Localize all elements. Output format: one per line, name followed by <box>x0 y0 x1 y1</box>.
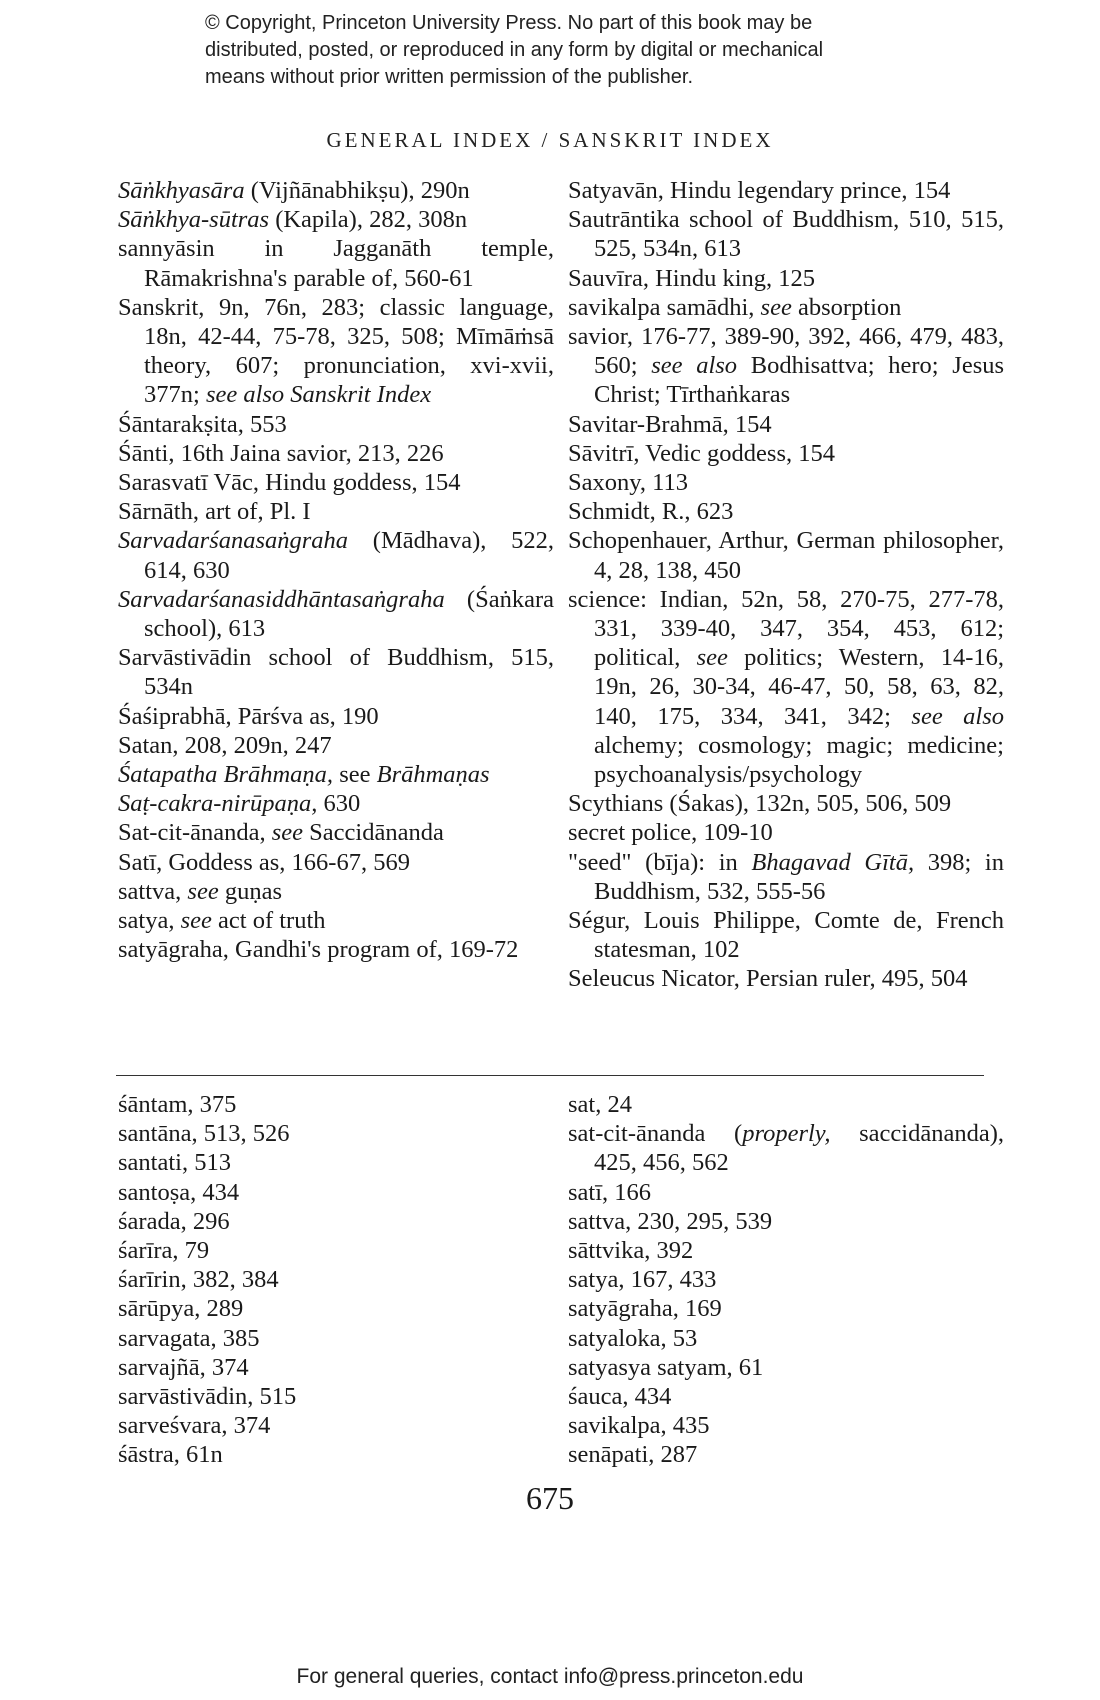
general-index-right-column <box>568 176 1004 994</box>
entry-text: satya, 167, 433 <box>568 1266 717 1294</box>
entry-text: savior, 176-77, 389-90, 392, 466, 479, 483, 560; <box>568 323 1004 380</box>
entry-text: santati, 513 <box>118 1149 231 1177</box>
index-entry <box>118 585 554 643</box>
index-entry <box>118 731 554 760</box>
index-entry <box>118 1353 554 1382</box>
entry-text: satyaloka, 53 <box>568 1324 698 1352</box>
index-entry <box>118 1294 554 1323</box>
copyright-notice <box>205 10 925 91</box>
entry-text: savikalpa samādhi, <box>568 293 761 321</box>
entry-text: sattva, 230, 295, 539 <box>568 1207 773 1235</box>
entry-text: Schopenhauer, Arthur, German philosopher, 4, 28, 138, 450 <box>568 527 1004 584</box>
index-entry <box>118 877 554 906</box>
index-entry <box>568 1207 1004 1236</box>
italic-text: see also <box>651 352 738 380</box>
section-divider <box>116 1075 984 1076</box>
entry-text: (Kapila), 282, 308n <box>269 206 468 234</box>
index-entry <box>568 293 1004 322</box>
index-entry <box>118 439 554 468</box>
index-entry <box>568 848 1004 906</box>
index-entry <box>568 1411 1004 1440</box>
index-entry <box>118 1148 554 1177</box>
entry-text: 398; in Buddhism, 532, 555-56 <box>594 848 1004 905</box>
index-entry <box>568 585 1004 789</box>
entry-text: satyasya satyam, 61 <box>568 1353 764 1381</box>
entry-text: sat, 24 <box>568 1091 632 1118</box>
index-entry <box>118 497 554 526</box>
entry-text: Bodhisattva; hero; Jesus Christ; Tīrthaṅkaras <box>594 352 1005 409</box>
index-entry <box>118 1207 554 1236</box>
index-entry <box>568 176 1004 205</box>
italic-text: Sāṅkhya-sūtras <box>118 206 270 234</box>
italic-text: see also Sanskrit Index <box>205 381 432 409</box>
index-entry <box>568 322 1004 410</box>
index-entry <box>568 410 1004 439</box>
entry-text: Sanskrit, 9n, 76n, 283; classic language, 18n, 42-44, 75-78, 325, 508; Mīmāṁsā theory, 607; pronunciation, xvi-xvii, 377n; <box>118 293 554 409</box>
index-entry <box>118 906 554 935</box>
entry-text: (Śaṅkara school), 613 <box>144 585 554 643</box>
index-entry <box>118 818 554 847</box>
entry-text: (Mādhava), 522, 614, 630 <box>144 527 554 584</box>
entry-text: santoṣa, 434 <box>118 1178 240 1206</box>
entry-text: "seed" (bīja): in <box>568 848 752 876</box>
general-index-left-column <box>118 176 554 964</box>
entry-text: sat-cit-ānanda ( <box>568 1120 743 1148</box>
entry-text: sārūpya, 289 <box>118 1295 244 1323</box>
italic-text: see also <box>911 702 1004 730</box>
copyright-line: distributed, posted, or reproduced in any form by digital or mechanical <box>205 39 824 61</box>
page-number: 675 <box>526 1480 574 1516</box>
entry-text: sattva, <box>118 877 188 905</box>
index-entry <box>118 760 554 789</box>
entry-text: Sarasvatī Vāc, Hindu goddess, 154 <box>118 469 461 497</box>
italic-text: see <box>696 644 728 672</box>
index-entry <box>118 176 554 205</box>
entry-text: Sāvitrī, Vedic goddess, 154 <box>568 439 835 467</box>
entry-text: Ségur, Louis Philippe, Comte de, French statesman, 102 <box>568 907 1004 964</box>
entry-text: satyāgraha, 169 <box>568 1295 722 1323</box>
entry-text: Satyavān, Hindu legendary prince, 154 <box>568 177 951 204</box>
copyright-line: © Copyright, Princeton University Press. No part of this book may be <box>205 12 813 34</box>
index-entry <box>118 1411 554 1440</box>
entry-text: Sat-cit-ānanda, <box>118 819 272 847</box>
entry-text: politics; Western, 14-16, 19n, 26, 30-34, 46-47, 50, 58, 63, 82, 140, 175, 334, 341, 342; <box>594 644 1004 730</box>
index-entry <box>118 789 554 818</box>
index-entry <box>568 526 1004 584</box>
entry-text: savikalpa, 435 <box>568 1412 710 1440</box>
index-entry <box>568 964 1004 993</box>
italic-text: Brāhmaṇas <box>376 761 490 789</box>
entry-text: Sautrāntika school of Buddhism, 510, 515, 525, 534n, 613 <box>568 206 1004 263</box>
entry-text: sarvajñā, 374 <box>118 1353 249 1381</box>
entry-text: Śānti, 16th Jaina savior, 213, 226 <box>118 439 444 467</box>
entry-text: śāstra, 61n <box>118 1441 223 1469</box>
index-entry <box>118 526 554 584</box>
entry-text: santāna, 513, 526 <box>118 1120 290 1148</box>
index-entry <box>118 1236 554 1265</box>
entry-text: sarvagata, 385 <box>118 1324 260 1352</box>
italic-text: Sarvadarśanasiddhāntasaṅgraha <box>118 585 445 613</box>
running-head: GENERAL INDEX / SANSKRIT INDEX <box>326 128 774 152</box>
entry-text: Satī, Goddess as, 166-67, 569 <box>118 848 410 876</box>
entry-text: Seleucus Nicator, Persian ruler, 495, 504 <box>568 965 968 993</box>
index-entry <box>568 1090 1004 1119</box>
index-entry <box>568 1324 1004 1353</box>
index-entry <box>568 1119 1004 1177</box>
entry-text: science: Indian, 52n, 58, 270-75, 277-78, 331, 339-40, 347, 354, 453, 612; political, <box>568 585 1004 672</box>
index-entry <box>568 1265 1004 1294</box>
entry-text: Savitar-Brahmā, 154 <box>568 410 772 438</box>
index-entry <box>568 1353 1004 1382</box>
italic-text: Bhagavad Gītā, <box>751 848 915 876</box>
italic-text: see <box>760 293 792 321</box>
entry-text: sarvāstivādin, 515 <box>118 1383 297 1411</box>
index-entry <box>568 818 1004 847</box>
entry-text: see <box>333 761 377 789</box>
entry-text: Saccidānanda <box>303 819 444 847</box>
index-entry <box>118 410 554 439</box>
index-entry <box>118 293 554 410</box>
index-entry <box>118 234 554 292</box>
index-entry <box>118 848 554 877</box>
index-entry <box>568 264 1004 293</box>
entry-text: śarada, 296 <box>118 1207 230 1235</box>
index-entry <box>118 935 554 964</box>
index-entry <box>568 1236 1004 1265</box>
index-entry <box>568 205 1004 263</box>
italic-text: Sarvadarśanasaṅgraha <box>118 527 349 555</box>
entry-text: Śāntarakṣita, 553 <box>118 410 287 438</box>
entry-text: (Vijñānabhikṣu), 290n <box>244 177 470 204</box>
entry-text: sarveśvara, 374 <box>118 1412 271 1440</box>
entry-text: alchemy; cosmology; magic; medicine; psychoanalysis/psychology <box>594 731 1004 789</box>
italic-text: Saṭ-cakra-nirūpaṇa, <box>118 790 318 818</box>
index-entry <box>118 1324 554 1353</box>
entry-text: Satan, 208, 209n, 247 <box>118 731 332 759</box>
italic-text: see <box>187 877 219 905</box>
index-entry <box>568 468 1004 497</box>
entry-text: satī, 166 <box>568 1178 652 1206</box>
entry-text: absorption <box>791 293 902 321</box>
entry-text: Sauvīra, Hindu king, 125 <box>568 264 816 292</box>
italic-text: properly, <box>742 1120 831 1148</box>
index-entry <box>568 439 1004 468</box>
sanskrit-index-right-column <box>568 1090 1004 1470</box>
footer-contact: For general queries, contact info@press.princeton.edu <box>296 1665 804 1688</box>
index-entry <box>118 643 554 701</box>
entry-text: Saxony, 113 <box>568 469 688 497</box>
copyright-line: means without prior written permission of the publisher. <box>205 66 694 88</box>
entry-text: satyāgraha, Gandhi's program of, 169-72 <box>118 936 519 964</box>
entry-text: Śaśiprabhā, Pārśva as, 190 <box>118 702 379 730</box>
index-entry <box>568 789 1004 818</box>
entry-text: sannyāsin in Jagganāth temple, Rāmakrishna's parable of, 560-61 <box>118 235 554 292</box>
entry-text: śāntam, 375 <box>118 1091 237 1118</box>
entry-text: Schmidt, R., 623 <box>568 498 734 526</box>
italic-text: Śatapatha Brāhmaṇa, <box>118 761 334 789</box>
index-entry <box>568 1294 1004 1323</box>
italic-text: Sāṅkhyasāra <box>118 177 245 204</box>
index-entry <box>568 1382 1004 1411</box>
entry-text: satya, <box>118 907 181 935</box>
entry-text: secret police, 109-10 <box>568 819 773 847</box>
index-entry <box>118 1265 554 1294</box>
entry-text: Scythians (Śakas), 132n, 505, 506, 509 <box>568 790 952 818</box>
index-entry <box>118 702 554 731</box>
entry-text: śarīra, 79 <box>118 1237 210 1265</box>
entry-text: saccidānanda), 425, 456, 562 <box>594 1120 1004 1177</box>
index-entry <box>118 1382 554 1411</box>
index-entry <box>568 497 1004 526</box>
sanskrit-index-left-column <box>118 1090 554 1470</box>
entry-text: Sārnāth, art of, Pl. I <box>118 498 311 526</box>
italic-text: see <box>271 819 304 847</box>
entry-text: 630 <box>317 790 361 818</box>
index-entry <box>568 1178 1004 1207</box>
entry-text: Sarvāstivādin school of Buddhism, 515, 534n <box>118 644 554 701</box>
entry-text: śauca, 434 <box>568 1383 672 1411</box>
index-entry <box>568 906 1004 964</box>
index-entry <box>568 1440 1004 1469</box>
entry-text: guṇas <box>218 877 282 905</box>
italic-text: see <box>180 907 212 935</box>
entry-text: śarīrin, 382, 384 <box>118 1266 279 1294</box>
index-entry <box>118 1119 554 1148</box>
entry-text: senāpati, 287 <box>568 1441 698 1469</box>
index-entry <box>118 1440 554 1469</box>
index-entry <box>118 205 554 234</box>
entry-text: sāttvika, 392 <box>568 1237 694 1265</box>
entry-text: act of truth <box>211 907 326 935</box>
index-entry <box>118 468 554 497</box>
index-entry <box>118 1178 554 1207</box>
index-entry <box>118 1090 554 1119</box>
